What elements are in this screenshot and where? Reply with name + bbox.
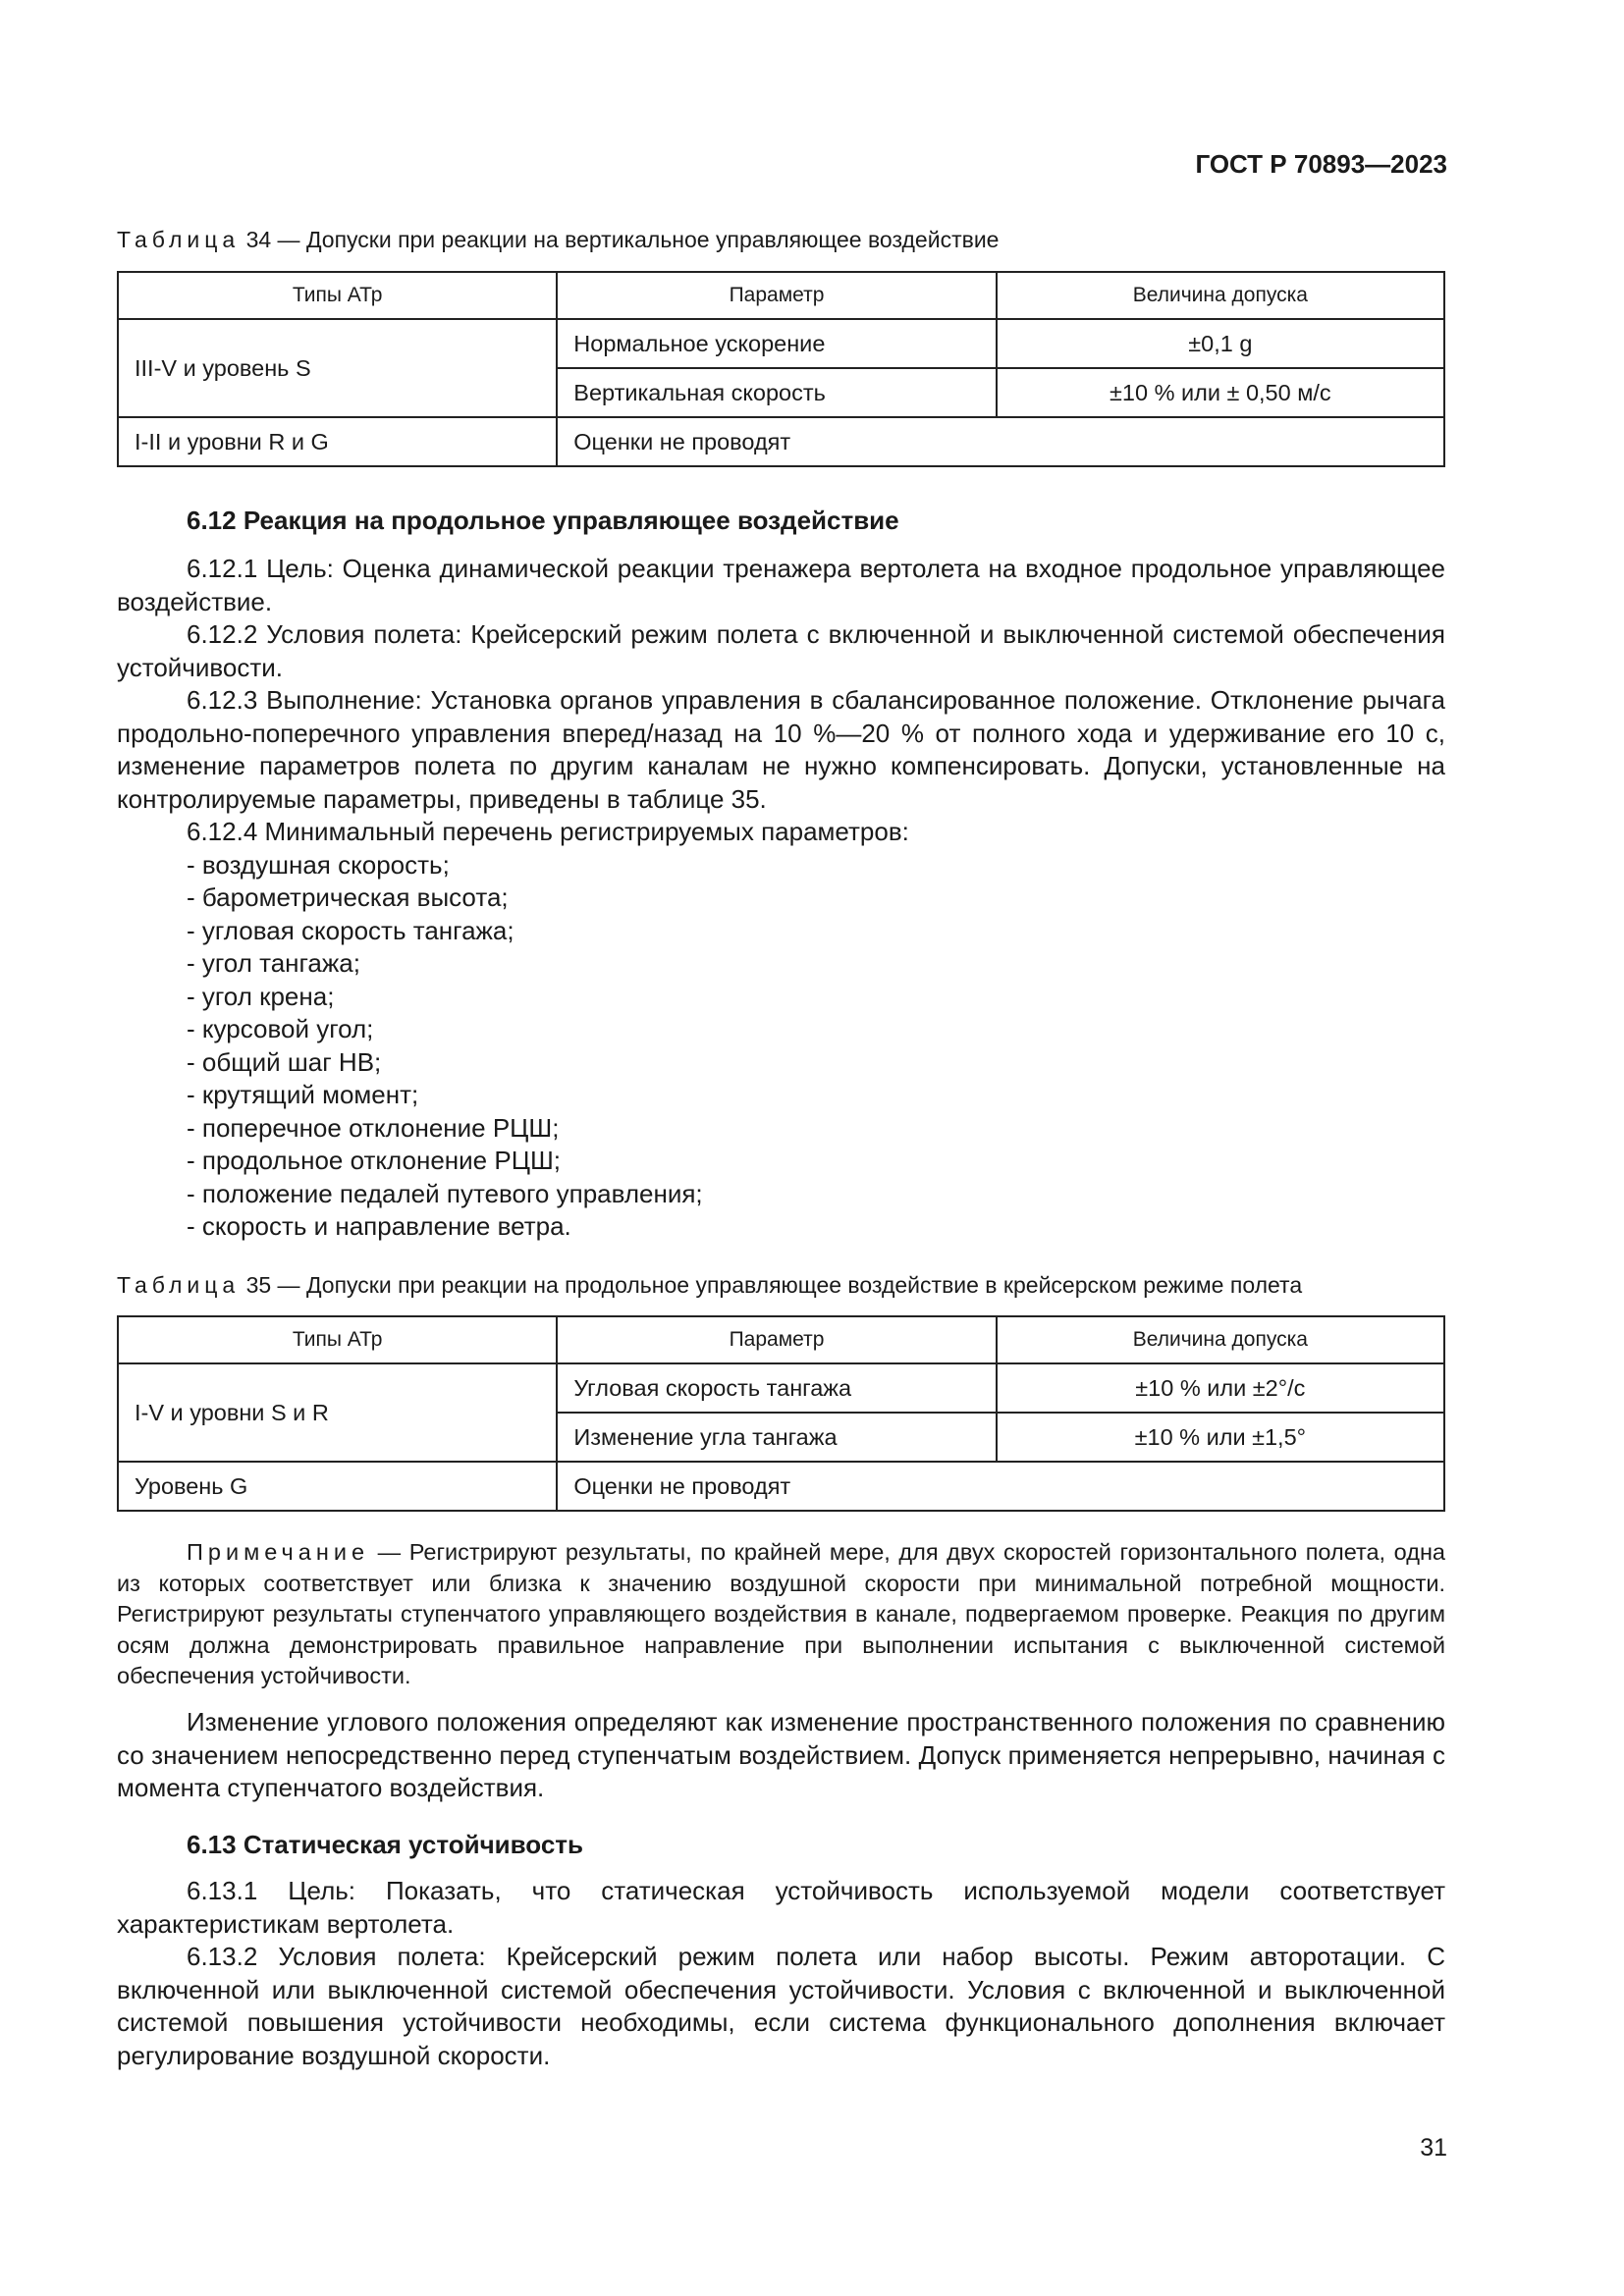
list-item: - угол крена;	[187, 981, 1445, 1014]
table-34-caption-text: 34 — Допуски при реакции на вертикальное управляющее воздействие	[245, 227, 1000, 252]
note-label: Примечание	[187, 1539, 370, 1565]
type-cell: Уровень G	[118, 1462, 557, 1511]
section-6-13-heading: 6.13 Статическая устойчивость	[187, 1830, 584, 1859]
parameter-cell: Изменение угла тангажа	[557, 1413, 996, 1462]
tolerance-cell: ±0,1 g	[997, 319, 1444, 368]
column-header-type: Типы АТр	[118, 1316, 557, 1363]
list-item: - угол тангажа;	[187, 947, 1445, 981]
list-item: - поперечное отклонение РЦШ;	[187, 1112, 1445, 1146]
list-item: - общий шаг НВ;	[187, 1046, 1445, 1080]
paragraph: 6.12.4 Минимальный перечень регистрируемых параметров:	[187, 817, 909, 846]
parameter-cell: Нормальное ускорение	[557, 319, 996, 368]
type-cell: III-V и уровень S	[118, 319, 557, 417]
column-header-tolerance: Величина допуска	[997, 1316, 1444, 1363]
table-row	[118, 1363, 1444, 1413]
document-code: ГОСТ Р 70893—2023	[1195, 149, 1447, 179]
table-row	[118, 1462, 1444, 1511]
note-text: — Регистрируют результаты, по крайней мере, для двух скоростей горизонтального полета, одна из которых соответствует или близка к значению воздушной скорости при минимальной потребной мощности. Регистрируют результаты ступенчатого управляющего воздействия в канале, подвергаемом проверке. Реакция по другим осям должна демонстрировать правильное направление при выполнении испытания с выключенной системой обеспечения устойчивости.	[117, 1539, 1445, 1688]
tolerance-cell: ±10 % или ± 0,50 м/с	[997, 368, 1444, 417]
list-item: - курсовой угол;	[187, 1013, 1445, 1046]
table-35-caption-text: 35 — Допуски при реакции на продольное управляющее воздействие в крейсерском режиме полета	[245, 1272, 1303, 1298]
list-item: - воздушная скорость;	[187, 849, 1445, 882]
list-item: - скорость и направление ветра.	[187, 1210, 1445, 1244]
list-item: - продольное отклонение РЦШ;	[187, 1145, 1445, 1178]
note-paragraph	[117, 1537, 1445, 1692]
column-header-type: Типы АТр	[118, 272, 557, 319]
note-block	[117, 1537, 1445, 1692]
list-item: - крутящий момент;	[187, 1079, 1445, 1112]
tolerance-cell: ±10 % или ±1,5°	[997, 1413, 1444, 1462]
parameter-cell: Вертикальная скорость	[557, 368, 996, 417]
column-header-parameter: Параметр	[557, 272, 996, 319]
tolerance-cell: ±10 % или ±2°/с	[997, 1363, 1444, 1413]
type-cell: I-V и уровни S и R	[118, 1363, 557, 1462]
merged-cell: Оценки не проводят	[557, 417, 1444, 466]
section-6-13-body	[117, 1875, 1445, 2072]
list-item: - положение педалей путевого управления;	[187, 1178, 1445, 1211]
paragraph: 6.13.1 Цель: Показать, что статическая устойчивость используемой модели соответствует характеристикам вертолета.	[117, 1876, 1445, 1939]
after-note-body	[117, 1706, 1445, 1805]
type-cell: I-II и уровни R и G	[118, 417, 557, 466]
paragraph: Изменение углового положения определяют как изменение пространственного положения по сравнению со значением непосредственно перед ступенчатым воздействием. Допуск применяется непрерывно, начиная с момента ступенчатого воздействия.	[117, 1707, 1445, 1802]
table-35	[117, 1315, 1445, 1512]
parameter-list	[117, 849, 1445, 1244]
section-6-12-body	[117, 553, 1445, 1244]
paragraph: 6.13.2 Условия полета: Крейсерский режим полета или набор высоты. Режим авторотации. С включенной или выключенной системой обеспечения устойчивости. Условия с включенной и выключенной системой повышения устойчивости необходимы, если система функционального дополнения включает регулирование воздушной скорости.	[117, 1942, 1445, 2070]
parameter-cell: Угловая скорость тангажа	[557, 1363, 996, 1413]
list-item: - барометрическая высота;	[187, 881, 1445, 915]
table-header-row	[118, 1316, 1444, 1363]
table-header-row	[118, 272, 1444, 319]
list-item: - угловая скорость тангажа;	[187, 915, 1445, 948]
paragraph: 6.12.3 Выполнение: Установка органов управления в сбалансированное положение. Отклонение рычага продольно-поперечного управления вперед/назад на 10 %—20 % от полного хода и удерживание его 10 с, изменение параметров полета по другим каналам не нужно компенсировать. Допуски, установленные на контролируемые параметры, приведены в таблице 35.	[117, 685, 1445, 814]
section-6-12-heading: 6.12 Реакция на продольное управляющее воздействие	[187, 506, 899, 535]
table-row	[118, 417, 1444, 466]
table-35-caption-label: Таблица	[117, 1272, 241, 1298]
table-35-caption	[117, 1272, 1302, 1299]
table-34-caption-label: Таблица	[117, 227, 241, 252]
paragraph: 6.12.2 Условия полета: Крейсерский режим полета с включенной и выключенной системой обеспечения устойчивости.	[117, 619, 1445, 682]
table-34-caption	[117, 227, 999, 253]
paragraph: 6.12.1 Цель: Оценка динамической реакции тренажера вертолета на входное продольное управляющее воздействие.	[117, 554, 1445, 616]
merged-cell: Оценки не проводят	[557, 1462, 1444, 1511]
table-row	[118, 319, 1444, 368]
column-header-tolerance: Величина допуска	[997, 272, 1444, 319]
page-number: 31	[1420, 2134, 1447, 2162]
column-header-parameter: Параметр	[557, 1316, 996, 1363]
table-34	[117, 271, 1445, 467]
